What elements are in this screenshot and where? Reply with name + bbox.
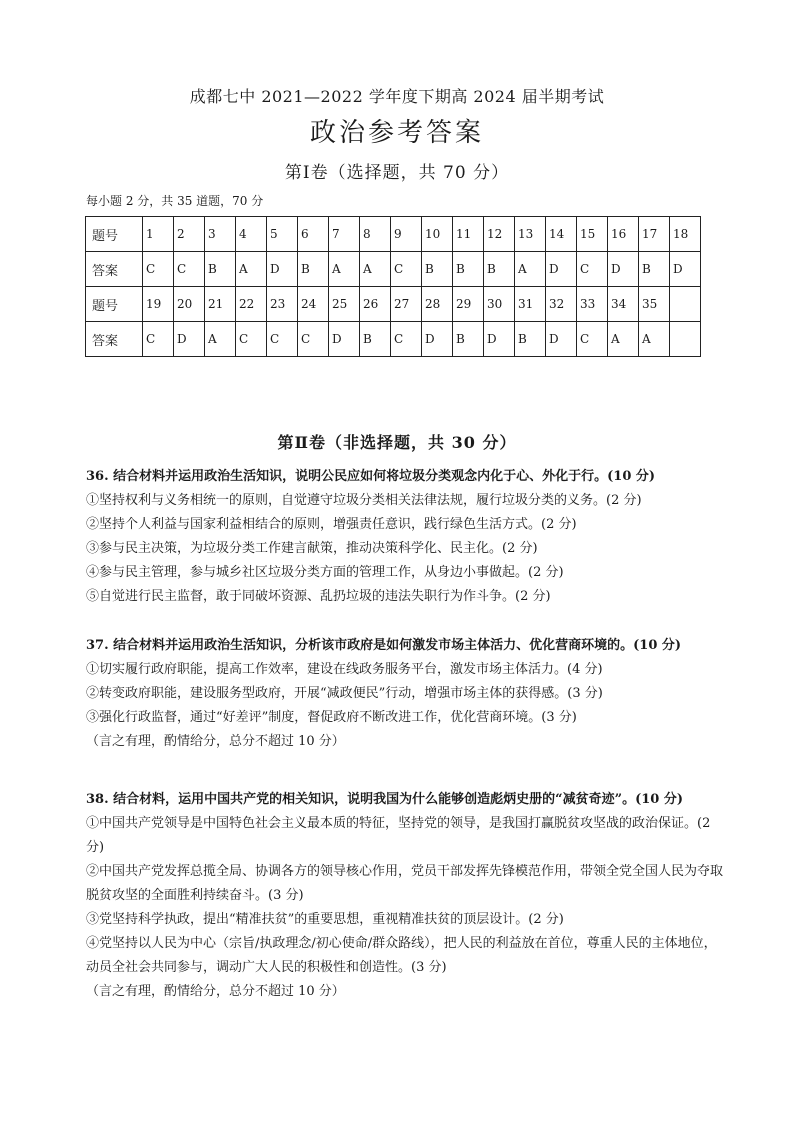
number-cell	[670, 287, 701, 322]
answer-point: ④参与民主管理，参与城乡社区垃圾分类方面的管理工作，从身边小事做起。(2 分)	[86, 565, 564, 580]
number-cell: 35	[639, 287, 670, 322]
number-cell: 11	[453, 217, 484, 252]
answer-cell: B	[453, 252, 484, 287]
question-37	[86, 634, 726, 754]
number-cell: 18	[670, 217, 701, 252]
scoring-note: 每小题 2 分，共 35 道题，70 分	[86, 194, 264, 208]
answer-cell: A	[639, 322, 670, 357]
answer-cell: C	[143, 322, 174, 357]
answer-point: （言之有理，酌情给分，总分不超过 10 分）	[86, 984, 345, 999]
answer-cell: D	[329, 322, 360, 357]
answer-cell: D	[267, 252, 298, 287]
answer-cell: C	[391, 252, 422, 287]
number-cell: 6	[298, 217, 329, 252]
question-36	[86, 465, 726, 609]
answer-cell: A	[608, 322, 639, 357]
number-cell: 20	[174, 287, 205, 322]
number-cell: 13	[515, 217, 546, 252]
answer-point: ④党坚持以人民为中心（宗旨/执政理念/初心使命/群众路线），把人民的利益放在首位，尊重人民的主体地位，动员全社会共同参与，调动广大人民的积极性和创造性。(3 分)	[86, 936, 717, 975]
number-cell: 2	[174, 217, 205, 252]
answer-cell: D	[422, 322, 453, 357]
answer-row	[86, 322, 701, 357]
number-cell: 19	[143, 287, 174, 322]
number-row	[86, 287, 701, 322]
answer-cell: D	[484, 322, 515, 357]
answer-cell: C	[298, 322, 329, 357]
answer-cell: C	[391, 322, 422, 357]
answer-cell: B	[453, 322, 484, 357]
number-cell: 27	[391, 287, 422, 322]
number-cell: 1	[143, 217, 174, 252]
number-cell: 28	[422, 287, 453, 322]
question-stem: 38. 结合材料，运用中国共产党的相关知识，说明我国为什么能够创造彪炳史册的“减贫奇迹”。(10 分)	[86, 792, 684, 807]
answer-cell: C	[577, 322, 608, 357]
answer-cell: C	[143, 252, 174, 287]
answer-cell: B	[422, 252, 453, 287]
number-row	[86, 217, 701, 252]
number-cell: 24	[298, 287, 329, 322]
number-cell: 21	[205, 287, 236, 322]
answer-cell	[670, 322, 701, 357]
number-cell: 34	[608, 287, 639, 322]
number-cell: 16	[608, 217, 639, 252]
number-cell: 23	[267, 287, 298, 322]
answer-cell: B	[639, 252, 670, 287]
answer-cell: A	[236, 252, 267, 287]
answer-point: （言之有理，酌情给分，总分不超过 10 分）	[86, 734, 345, 749]
number-row-label: 题号	[86, 287, 143, 322]
number-cell: 4	[236, 217, 267, 252]
answer-cell: B	[515, 322, 546, 357]
answer-point: ③参与民主决策，为垃圾分类工作建言献策，推动决策科学化、民主化。(2 分)	[86, 541, 538, 556]
number-cell: 31	[515, 287, 546, 322]
answer-point: ⑤自觉进行民主监督，敢于同破坏资源、乱扔垃圾的违法失职行为作斗争。(2 分)	[86, 589, 551, 604]
number-cell: 29	[453, 287, 484, 322]
school-exam-title: 成都七中 2021—2022 学年度下期高 2024 届半期考试	[189, 87, 605, 106]
answer-point: ①切实履行政府职能，提高工作效率，建设在线政务服务平台，激发市场主体活力。(4 分)	[86, 662, 603, 677]
number-cell: 9	[391, 217, 422, 252]
number-cell: 7	[329, 217, 360, 252]
number-cell: 33	[577, 287, 608, 322]
question-stem: 36. 结合材料并运用政治生活知识，说明公民应如何将垃圾分类观念内化于心、外化于行。(10 分)	[86, 469, 656, 484]
number-cell: 12	[484, 217, 515, 252]
answer-row	[86, 252, 701, 287]
answer-point: ②转变政府职能，建设服务型政府，开展“减政便民”行动，增强市场主体的获得感。(3 分)	[86, 686, 603, 701]
answer-cell: B	[298, 252, 329, 287]
answer-cell: A	[205, 322, 236, 357]
answer-point: ③党坚持科学执政，提出“精准扶贫”的重要思想，重视精准扶贫的顶层设计。(2 分)	[86, 912, 564, 927]
answer-table	[85, 216, 701, 357]
answer-cell: C	[236, 322, 267, 357]
number-cell: 15	[577, 217, 608, 252]
number-cell: 26	[360, 287, 391, 322]
answer-cell: C	[267, 322, 298, 357]
answer-cell: D	[608, 252, 639, 287]
number-cell: 30	[484, 287, 515, 322]
number-cell: 8	[360, 217, 391, 252]
answer-cell: B	[205, 252, 236, 287]
answer-point: ①中国共产党领导是中国特色社会主义最本质的特征，坚持党的领导，是我国打赢脱贫攻坚战的政治保证。(2 分)	[86, 816, 711, 855]
answer-cell: D	[546, 322, 577, 357]
answer-row-label: 答案	[86, 322, 143, 357]
question-38	[86, 788, 726, 1004]
answer-cell: A	[329, 252, 360, 287]
answer-point: ②中国共产党发挥总揽全局、协调各方的领导核心作用，党员干部发挥先锋模范作用，带领全党全国人民为夺取脱贫攻坚的全面胜利持续奋斗。(3 分)	[86, 864, 724, 903]
answer-point: ①坚持权利与义务相统一的原则，自觉遵守垃圾分类相关法律法规，履行垃圾分类的义务。(2 分)	[86, 493, 642, 508]
part1-title: 第Ⅰ卷（选择题，共 70 分）	[284, 163, 510, 183]
answer-cell: A	[515, 252, 546, 287]
answer-point: ②坚持个人利益与国家利益相结合的原则，增强责任意识，践行绿色生活方式。(2 分)	[86, 517, 577, 532]
answer-cell: B	[484, 252, 515, 287]
number-row-label: 题号	[86, 217, 143, 252]
number-cell: 5	[267, 217, 298, 252]
answer-cell: D	[546, 252, 577, 287]
number-cell: 25	[329, 287, 360, 322]
answer-cell: A	[360, 252, 391, 287]
number-cell: 17	[639, 217, 670, 252]
answer-cell: C	[577, 252, 608, 287]
number-cell: 22	[236, 287, 267, 322]
number-cell: 32	[546, 287, 577, 322]
answer-cell: B	[360, 322, 391, 357]
part2-title: 第Ⅱ卷（非选择题，共 30 分）	[277, 433, 517, 452]
answer-row-label: 答案	[86, 252, 143, 287]
document-title: 政治参考答案	[309, 118, 484, 148]
answer-cell: D	[670, 252, 701, 287]
number-cell: 14	[546, 217, 577, 252]
number-cell: 10	[422, 217, 453, 252]
answer-point: ③强化行政监督，通过“好差评”制度，督促政府不断改进工作，优化营商环境。(3 分)	[86, 710, 577, 725]
answer-cell: C	[174, 252, 205, 287]
number-cell: 3	[205, 217, 236, 252]
question-stem: 37. 结合材料并运用政治生活知识，分析该市政府是如何激发市场主体活力、优化营商环境的。(10 分)	[86, 638, 682, 653]
answer-cell: D	[174, 322, 205, 357]
